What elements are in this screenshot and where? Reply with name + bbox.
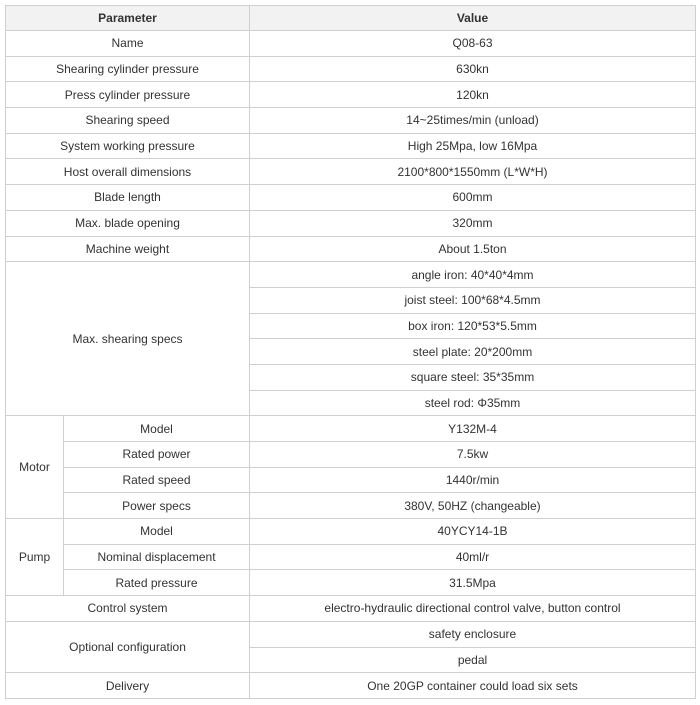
table-row — [6, 185, 696, 211]
motor-param-value: 1440r/min — [250, 467, 696, 493]
delivery-value: One 20GP container could load six sets — [250, 673, 696, 699]
pump-param-value: 31.5Mpa — [250, 570, 696, 596]
table-row — [6, 596, 696, 622]
pump-param-label: Model — [64, 519, 250, 545]
pump-group-label: Pump — [6, 519, 64, 596]
table-row — [6, 519, 696, 545]
value-header: Value — [250, 6, 696, 31]
param-label: Press cylinder pressure — [6, 82, 250, 108]
param-value: About 1.5ton — [250, 236, 696, 262]
shearing-spec-value: joist steel: 100*68*4.5mm — [250, 287, 696, 313]
param-value: 2100*800*1550mm (L*W*H) — [250, 159, 696, 185]
table-row — [6, 442, 696, 468]
shearing-spec-value: steel rod: Φ35mm — [250, 390, 696, 416]
param-label: Shearing speed — [6, 108, 250, 134]
motor-param-value: 7.5kw — [250, 442, 696, 468]
table-row — [6, 31, 696, 57]
param-label: Machine weight — [6, 236, 250, 262]
shearing-spec-value: steel plate: 20*200mm — [250, 339, 696, 365]
motor-param-value: Y132M-4 — [250, 416, 696, 442]
table-row — [6, 416, 696, 442]
header-row — [6, 6, 696, 31]
shearing-specs-label: Max. shearing specs — [6, 262, 250, 416]
parameter-header: Parameter — [6, 6, 250, 31]
control-system-label: Control system — [6, 596, 250, 622]
motor-param-label: Rated speed — [64, 467, 250, 493]
pump-param-value: 40YCY14-1B — [250, 519, 696, 545]
table-row — [6, 159, 696, 185]
motor-param-label: Rated power — [64, 442, 250, 468]
table-row — [6, 673, 696, 699]
table-row — [6, 210, 696, 236]
table-row — [6, 108, 696, 134]
table-row — [6, 56, 696, 82]
shearing-spec-value: square steel: 35*35mm — [250, 364, 696, 390]
motor-param-value: 380V, 50HZ (changeable) — [250, 493, 696, 519]
param-value: 120kn — [250, 82, 696, 108]
table-row — [6, 570, 696, 596]
pump-param-label: Nominal displacement — [64, 544, 250, 570]
param-label: System working pressure — [6, 133, 250, 159]
shearing-spec-value: angle iron: 40*40*4mm — [250, 262, 696, 288]
param-label: Max. blade opening — [6, 210, 250, 236]
optional-config-value: safety enclosure — [250, 621, 696, 647]
optional-config-label: Optional configuration — [6, 621, 250, 672]
table-row — [6, 236, 696, 262]
spec-table — [5, 5, 696, 699]
param-label: Host overall dimensions — [6, 159, 250, 185]
pump-param-value: 40ml/r — [250, 544, 696, 570]
param-label: Name — [6, 31, 250, 57]
motor-group-label: Motor — [6, 416, 64, 519]
param-value: 630kn — [250, 56, 696, 82]
table-row — [6, 621, 696, 647]
table-row — [6, 82, 696, 108]
param-label: Blade length — [6, 185, 250, 211]
param-label: Shearing cylinder pressure — [6, 56, 250, 82]
optional-config-value: pedal — [250, 647, 696, 673]
table-row — [6, 493, 696, 519]
pump-param-label: Rated pressure — [64, 570, 250, 596]
param-value: 14~25times/min (unload) — [250, 108, 696, 134]
table-row — [6, 262, 696, 288]
delivery-label: Delivery — [6, 673, 250, 699]
table-row — [6, 544, 696, 570]
param-value: High 25Mpa, low 16Mpa — [250, 133, 696, 159]
control-system-value: electro-hydraulic directional control valve, button control — [250, 596, 696, 622]
motor-param-label: Power specs — [64, 493, 250, 519]
param-value: 320mm — [250, 210, 696, 236]
param-value: Q08-63 — [250, 31, 696, 57]
shearing-spec-value: box iron: 120*53*5.5mm — [250, 313, 696, 339]
table-row — [6, 133, 696, 159]
table-row — [6, 467, 696, 493]
motor-param-label: Model — [64, 416, 250, 442]
param-value: 600mm — [250, 185, 696, 211]
